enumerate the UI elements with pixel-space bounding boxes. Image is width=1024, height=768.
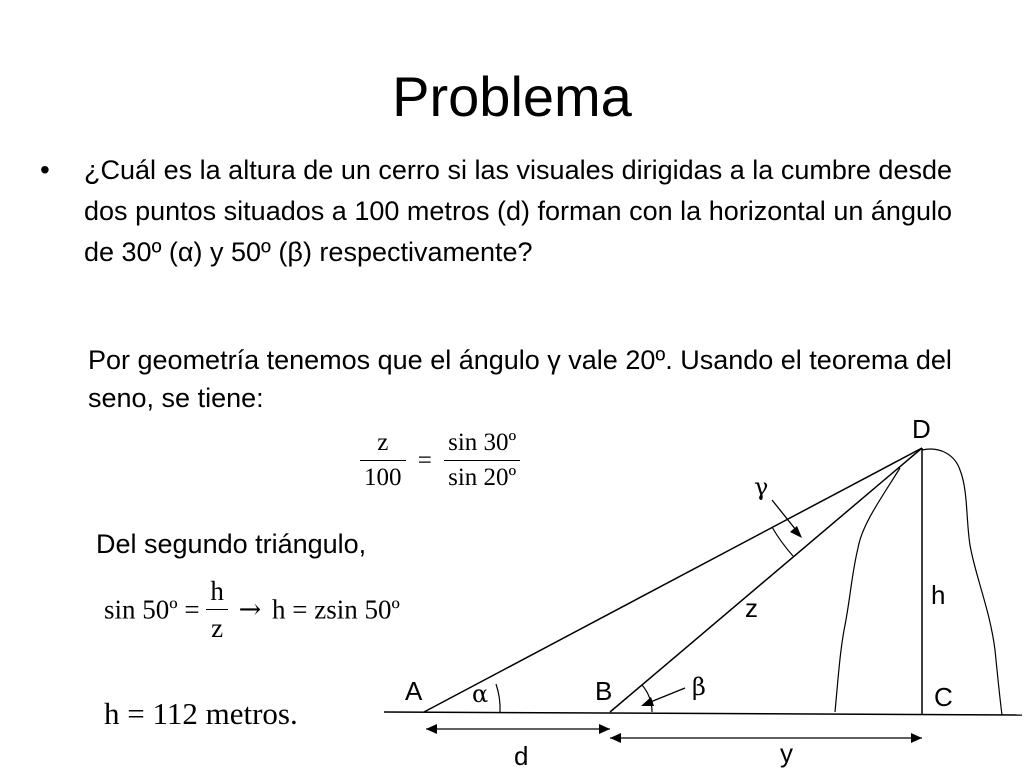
y-arrow-right (911, 733, 922, 743)
label-B: B (595, 676, 613, 706)
d-arrow-right (599, 724, 610, 734)
second-triangle-text: Del segundo triángulo, (96, 529, 367, 559)
formula2-rhs: h = zsin 50º (271, 594, 400, 625)
label-beta: β (692, 673, 706, 701)
label-h: h (931, 580, 946, 610)
y-arrow-left (610, 733, 621, 743)
d-arrow-left (426, 724, 437, 734)
label-alpha: α (472, 680, 489, 708)
label-A: A (405, 676, 423, 706)
label-z: z (745, 593, 758, 623)
label-D: D (912, 414, 931, 444)
equals-sign: = (417, 446, 432, 474)
ground-line (384, 712, 1022, 715)
z-denominator: z (211, 613, 224, 643)
gamma-pointer-head (790, 526, 802, 538)
geometry-paragraph: Por geometría tenemos que el ángulo γ vale 20º. Usando el teorema del seno, se tiene: (88, 345, 952, 413)
gamma-arc (772, 527, 793, 556)
label-C: C (934, 682, 953, 712)
line-AD (424, 448, 922, 712)
bullet-marker: • (40, 154, 50, 185)
left-numerator: z (360, 428, 406, 461)
right-numerator: sin 30º (444, 428, 520, 461)
label-d: d (514, 741, 529, 768)
problem-statement: ¿Cuál es la altura de un cerro si las visuales dirigidas a la cumbre desde dos puntos situados a 100 metros (d) forman con la horizontal un ángulo de 30º (α) y 50º (β) respectivamente? (84, 155, 952, 267)
h-numerator: h (206, 575, 228, 610)
result-text: h = 112 metros. (104, 696, 298, 731)
right-denominator: sin 20º (448, 464, 517, 491)
beta-pointer (648, 688, 685, 703)
formula2-lhs: sin 50º = (104, 594, 200, 625)
left-denominator: 100 (364, 464, 402, 491)
hill-outline (835, 449, 1002, 715)
alpha-arc (496, 684, 500, 712)
label-y: y (780, 738, 793, 768)
label-gamma: γ (754, 473, 769, 501)
beta-pointer-head (641, 697, 654, 706)
implies-arrow: → (238, 593, 262, 625)
slide-title: Problema (392, 65, 632, 128)
